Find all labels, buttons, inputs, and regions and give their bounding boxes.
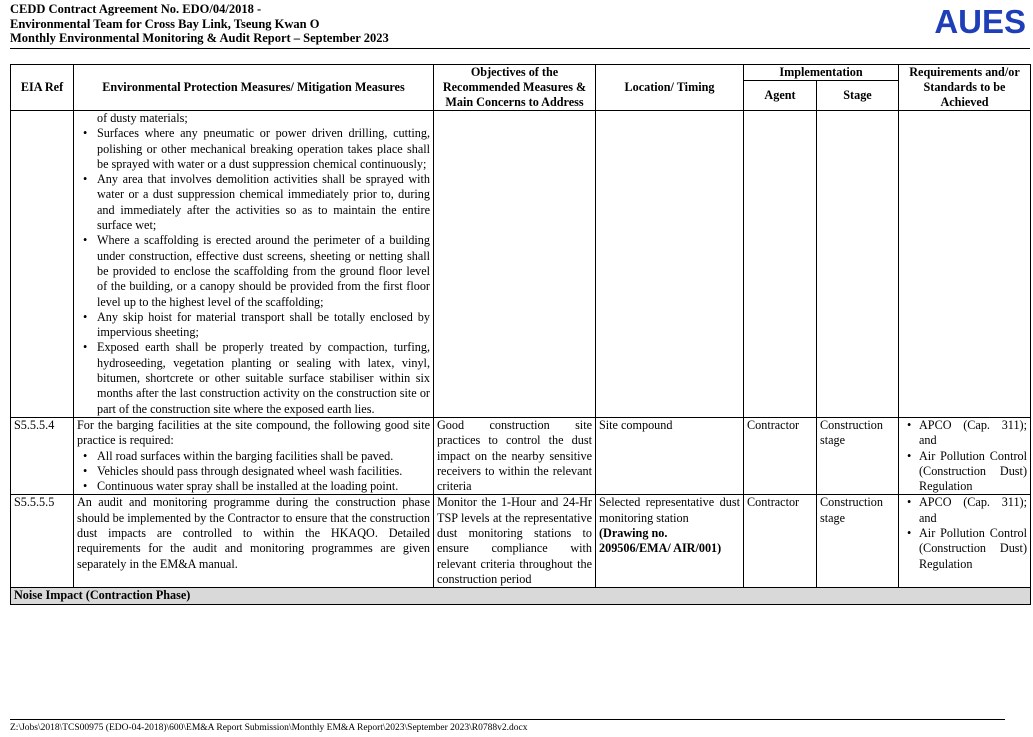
page-header [10, 2, 1030, 48]
list-item: • Exposed earth shall be properly treated by compaction, turfing, hydroseeding, vegetation planting or sealing with latex, vinyl, bitumen, shortcrete or other suitable surface stabiliser within six months after the last construction activity on the construction site or part of the construction site where the exposed earth lies. [77, 340, 430, 416]
list-item: • APCO (Cap. 311); and [902, 418, 1027, 449]
stage-cell: Construction stage [817, 417, 899, 494]
location-cell [596, 495, 744, 588]
table-row [11, 417, 1031, 494]
continuation-text: of dusty materials; [97, 111, 188, 125]
header-measures: Environmental Protection Measures/ Mitigation Measures [74, 65, 434, 111]
requirements-list [902, 418, 1027, 494]
report-title-line: Monthly Environmental Monitoring & Audit Report – September 2023 [10, 31, 389, 45]
measures-list [77, 126, 430, 417]
agent-cell: Contractor [744, 495, 817, 588]
measures-list [77, 449, 430, 495]
header-stage: Stage [817, 81, 899, 111]
stage-cell: Construction stage [817, 495, 899, 588]
location-cell: Site compound [596, 417, 744, 494]
requirements-list [902, 495, 1027, 571]
agent-cell: Contractor [744, 417, 817, 494]
measures-cell [74, 111, 434, 418]
header-objectives: Objectives of the Recommended Measures & Main Concerns to Address [434, 65, 596, 111]
footer-divider [10, 719, 1005, 720]
header-agent: Agent [744, 81, 817, 111]
header-divider [10, 48, 1030, 49]
list-item: • Vehicles should pass through designated wheel wash facilities. [77, 464, 430, 479]
eia-ref-cell: S5.5.5.4 [11, 417, 74, 494]
header-eia-ref: EIA Ref [11, 65, 74, 111]
objectives-cell: Monitor the 1-Hour and 24-Hr TSP levels at the representative dust monitoring stations to ensure compliance with relevant criteria throughout the construction period [434, 495, 596, 588]
list-item: • Surfaces where any pneumatic or power driven drilling, cutting, polishing or other mechanical breaking operation takes place shall be sprayed with water or a dust suppression chemical continuously; [77, 126, 430, 172]
table-row [11, 111, 1031, 418]
section-title: Noise Impact (Contraction Phase) [11, 588, 1031, 604]
section-header-row [11, 588, 1031, 604]
measures-cell: An audit and monitoring programme during the construction phase should be implemented by the Contractor to ensure that the construction dust impacts are controlled to within the HKAQO. Detailed requirements for the audit and monitoring programmes are given separately in the EM&A manual. [74, 495, 434, 588]
list-item: • Any skip hoist for material transport shall be totally enclosed by impervious sheeting; [77, 310, 430, 341]
list-item: • Where a scaffolding is erected around the perimeter of a building under construction, effective dust screens, sheeting or netting shall be provided to enclose the scaffolding from the ground floor level of the building, or a canopy should be provided from the first floor level up to the highest level of the scaffolding; [77, 233, 430, 309]
list-item: • APCO (Cap. 311); and [902, 495, 1027, 526]
requirements-cell [899, 417, 1031, 494]
table-row [11, 495, 1031, 588]
contract-line: CEDD Contract Agreement No. EDO/04/2018 - [10, 2, 262, 16]
drawing-reference: (Drawing no. 209506/EMA/ AIR/001) [599, 526, 722, 556]
file-path-footer: Z:\Jobs\2018\TCS00975 (EDO-04-2018)\600\EM&A Report Submission\Monthly EM&A Report\2023\September 2023\R0788v2.docx [10, 723, 528, 733]
measure-intro: For the barging facilities at the site compound, the following good site practice is required: [77, 417, 430, 448]
list-item: • Air Pollution Control (Construction Dust) Regulation [902, 449, 1027, 495]
list-item: • Continuous water spray shall be installed at the loading point. [77, 479, 430, 494]
team-line: Environmental Team for Cross Bay Link, Tseung Kwan O [10, 16, 320, 31]
header-implementation: Implementation [744, 65, 899, 81]
list-item: • Air Pollution Control (Construction Dust) Regulation [902, 526, 1027, 572]
list-item: • Any area that involves demolition activities shall be sprayed with water or a dust suppression chemical immediately prior to, during and immediately after the activities so as to maintain the entire surface wet; [77, 172, 430, 233]
objectives-cell: Good construction site practices to control the dust impact on the nearby sensitive receivers to within the relevant criteria [434, 417, 596, 494]
measures-cell [74, 417, 434, 494]
location-text: Selected representative dust monitoring station [599, 495, 740, 525]
header-text [10, 2, 389, 46]
list-item: • All road surfaces within the barging facilities shall be paved. [77, 449, 430, 464]
aues-logo: AUES [934, 3, 1026, 40]
requirements-cell [899, 495, 1031, 588]
mitigation-measures-table [10, 64, 1031, 605]
header-requirements: Requirements and/or Standards to be Achieved [899, 65, 1031, 111]
eia-ref-cell: S5.5.5.5 [11, 495, 74, 588]
header-location: Location/ Timing [596, 65, 744, 111]
